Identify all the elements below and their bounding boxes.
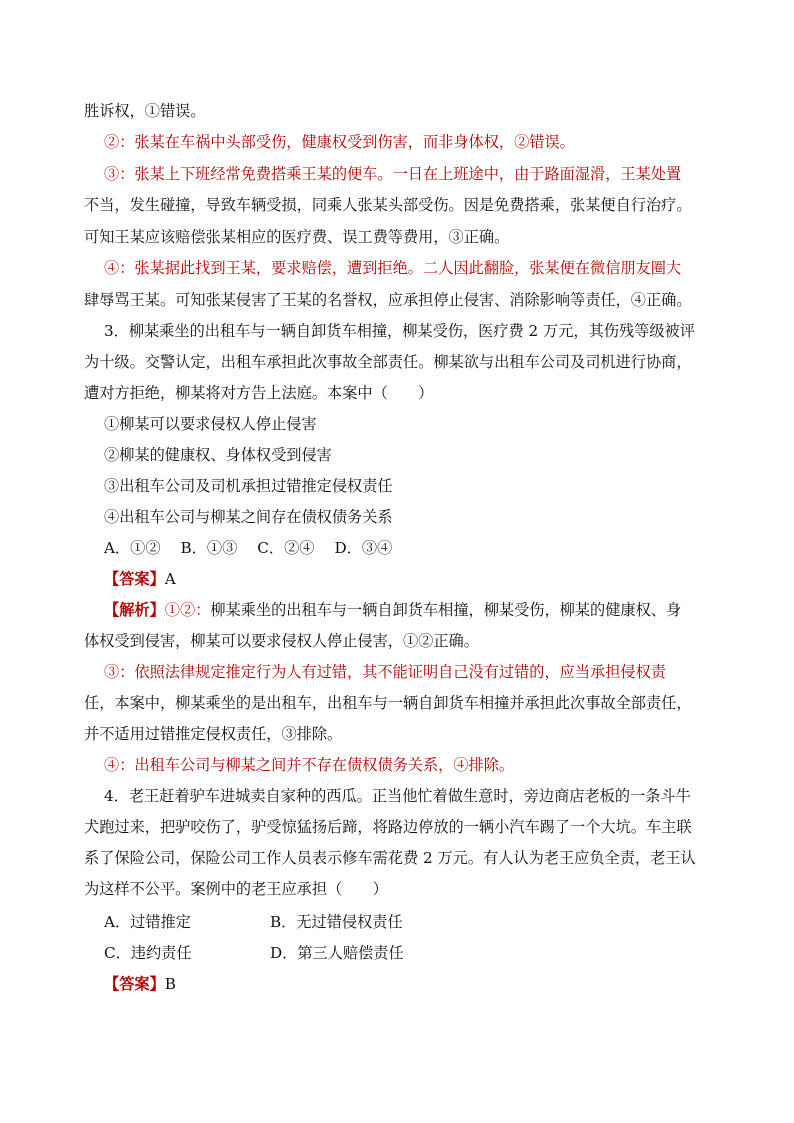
question-3-statement: ②柳某的健康权、身体权受到侵害 <box>104 446 332 464</box>
question-3-stem: 遭对方拒绝，柳某将对方告上法庭。本案中（ ） <box>84 384 434 402</box>
analysis-marker: ①②： <box>164 601 211 619</box>
analysis-line: ③：依照法律规定推定行为人有过错，其不能证明自己没有过错的，应当承担侵权责 <box>104 663 666 681</box>
answer-value: B <box>164 975 176 993</box>
question-4-stem: 犬跑过来，把驴咬伤了，驴受惊猛扬后蹄，将路边停放的一辆小汽车踢了一个大坑。车主联 <box>84 818 692 836</box>
question-3-statement: ④出租车公司与柳某之间存在债权债务关系 <box>104 508 393 526</box>
question-4-option-d: D．第三人赔偿责任 <box>270 944 404 962</box>
question-4-option-c: C．违约责任 <box>104 944 192 962</box>
analysis-line: 体权受到侵害，柳某可以要求侵权人停止侵害，①②正确。 <box>84 632 479 650</box>
analysis-line: ④：张某据此找到王某，要求赔偿，遭到拒绝。二人因此翻脸，张某便在微信朋友圈大 <box>104 259 682 277</box>
analysis-line: ④：出租车公司与柳某之间并不存在债权债务关系，④排除。 <box>104 756 515 774</box>
question-4-stem: 系了保险公司，保险公司工作人员表示修车需花费 2 万元。有人认为老王应负全责，老王认 <box>84 849 696 867</box>
analysis-tag: 【解析】 <box>104 601 165 619</box>
question-3-analysis <box>104 599 681 621</box>
question-4-option-a: A．过错推定 <box>104 913 191 931</box>
question-4-stem: 4．老王赶着驴车进城卖自家种的西瓜。正当他忙着做生意时，旁边商店老板的一条斗牛 <box>104 787 691 805</box>
analysis-line: 肆辱骂王某。可知张某侵害了王某的名誉权，应承担停止侵害、消除影响等责任，④正确。 <box>84 291 692 309</box>
question-3-stem: 3．柳某乘坐的出租车与一辆自卸货车相撞，柳某受伤，医疗费 2 万元，其伤残等级被评 <box>104 322 695 340</box>
analysis-line: 不当，发生碰撞，导致车辆受损，同乘人张某头部受伤。因是免费搭乘，张某便自行治疗。 <box>84 196 692 214</box>
answer-tag: 【答案】 <box>104 570 165 588</box>
question-4-answer <box>104 973 176 995</box>
question-3-stem: 为十级。交警认定，出租车承担此次事故全部责任。柳某欲与出租车公司及司机进行协商， <box>84 353 692 371</box>
paragraph-line: 胜诉权，①错误。 <box>84 102 206 120</box>
question-3-answer <box>104 568 176 590</box>
question-3-statement: ③出租车公司及司机承担过错推定侵权责任 <box>104 477 393 495</box>
question-4-option-b: B．无过错侵权责任 <box>270 913 403 931</box>
analysis-text: 柳某乘坐的出租车与一辆自卸货车相撞，柳某受伤，柳某的健康权、身 <box>210 601 682 619</box>
question-3-choices: A．①② B．①③ C．②④ D．③④ <box>104 539 393 557</box>
analysis-line: 任，本案中，柳某乘坐的是出租车，出租车与一辆自卸货车相撞并承担此次事故全部责任， <box>84 694 692 712</box>
analysis-line: ③：张某上下班经常免费搭乘王某的便车。一日在上班途中，由于路面湿滑，王某处置 <box>104 165 682 183</box>
answer-value: A <box>164 570 176 588</box>
analysis-line: ②：张某在车祸中头部受伤，健康权受到伤害，而非身体权，②错误。 <box>104 133 575 151</box>
analysis-line: 并不适用过错推定侵权责任，③排除。 <box>84 725 343 743</box>
question-3-statement: ①柳某可以要求侵权人停止侵害 <box>104 415 317 433</box>
answer-tag: 【答案】 <box>104 975 165 993</box>
question-4-stem: 为这样不公平。案例中的老王应承担（ ） <box>84 880 388 898</box>
analysis-line: 可知王某应该赔偿张某相应的医疗费、误工费等费用，③正确。 <box>84 228 510 246</box>
